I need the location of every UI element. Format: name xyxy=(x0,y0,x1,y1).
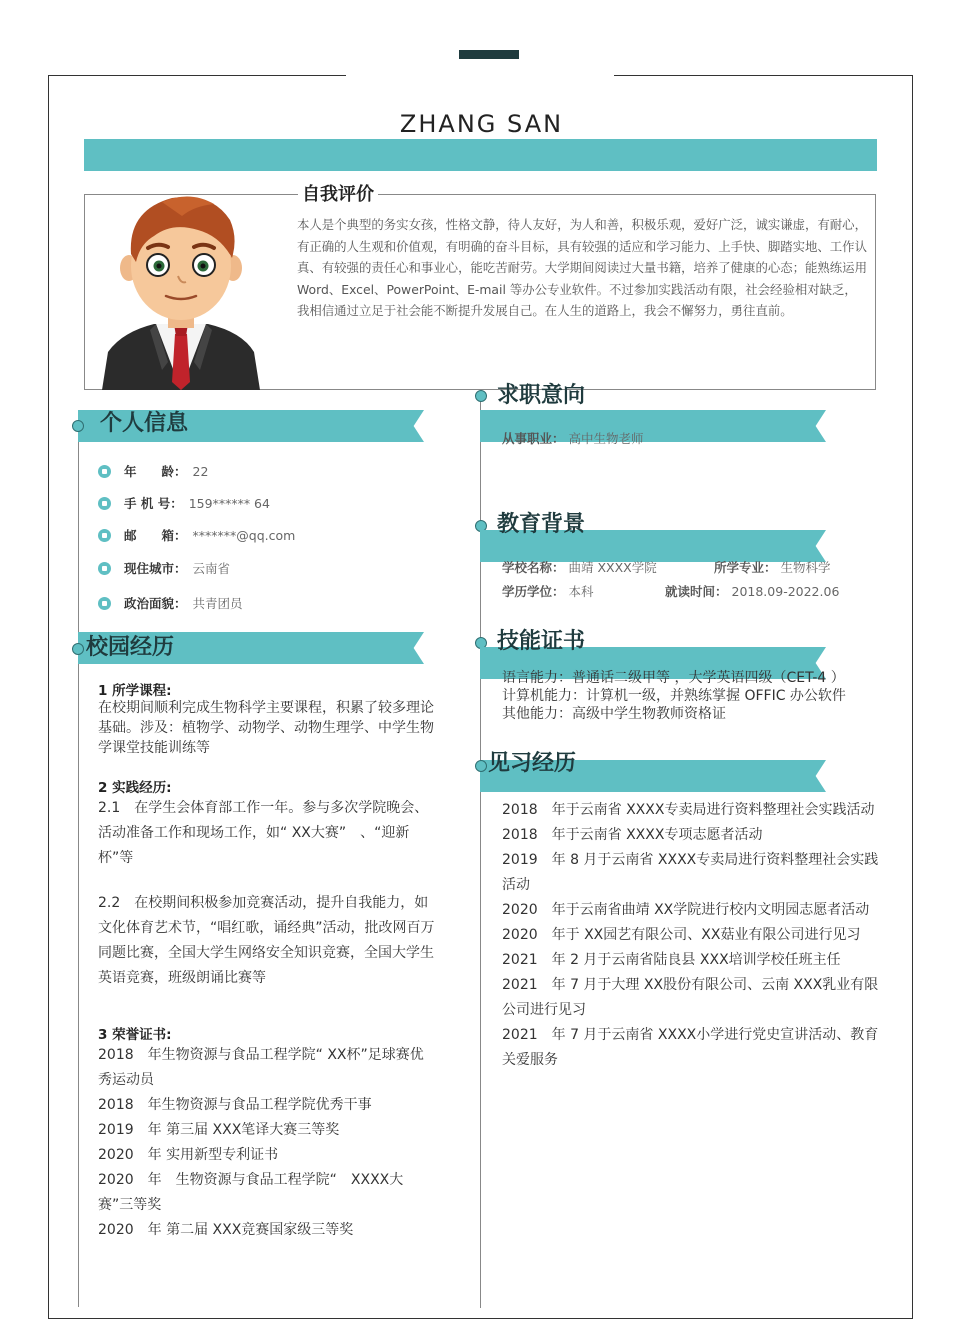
job-row xyxy=(502,429,644,447)
top-tab-decoration xyxy=(459,50,519,59)
edu-major-label: 所学专业： xyxy=(714,560,777,575)
list-item: 2020 年于云南省曲靖 XX学院进行校内文明园志愿者活动 xyxy=(502,902,870,918)
skills-section-title: 技能证书 xyxy=(497,629,586,654)
edu-degree-label: 学历学位： xyxy=(502,584,565,599)
personal-section-title: 个人信息 xyxy=(100,411,189,436)
list-item: 2018 年生物资源与食品工程学院优秀干事 xyxy=(98,1097,372,1113)
edu-section-title: 教育背景 xyxy=(497,512,586,537)
list-item: 其他能力：高级中学生物教师资格证 xyxy=(502,706,726,722)
self-eval-text: 本人是个典型的务实女孩，性格文静，待人友好，为人和善，积极乐观，爱好广泛，诚实谦虚，有耐心，有正确的人生观和价值观，有明确的奋斗目标，具有较强的适应和学习能力、上手快、脚踏实地、工作认真、有较强的责任心和事业心，能吃苦耐劳。大学期间阅读过大量书籍，培养了健康的心态；能熟练运用 Word、Excel、PowerPoint、E-mail 等办公专业软件。不过参加实践活动有限，社会经验相对缺乏，我相信通过立足于社会能不断提升发展自己。在人生的道路上，我会不懈努力，勇往直前。 xyxy=(297,217,867,318)
info-row-phone xyxy=(98,494,270,512)
location-icon xyxy=(98,562,111,575)
frame-top-right xyxy=(614,75,913,76)
phone-icon xyxy=(98,497,111,510)
intern-list xyxy=(502,798,884,1073)
skills-list xyxy=(502,669,872,723)
frame-right xyxy=(912,75,913,1319)
frame-left xyxy=(48,75,49,1319)
practice-title: 2 实践经历: xyxy=(98,780,172,796)
info-value: 159****** 64 xyxy=(188,495,270,511)
list-item: 2018 年于云南省 XXXX专卖局进行资料整理社会实践活动 xyxy=(502,802,875,818)
campus-section-dot xyxy=(72,643,84,655)
info-row-email xyxy=(98,526,295,544)
avatar xyxy=(102,192,260,390)
frame-bottom xyxy=(48,1318,913,1319)
list-item: 2019 年 第三届 XXX笔译大赛三等奖 xyxy=(98,1122,340,1138)
edu-time-label: 就读时间： xyxy=(665,584,728,599)
practice-item-1: 2.1 在学生会体育部工作一年。参与多次学院晚会、活动准备工作和现场工作，如“ XX大赛” 、“迎新杯”等 xyxy=(98,800,429,866)
list-item: 2020 年 实用新型专利证书 xyxy=(98,1147,279,1163)
job-value: 高中生物老师 xyxy=(568,431,644,446)
practice-item-2: 2.2 在校期间积极参加竞赛活动，提升自我能力，如文化体育艺术节，“唱红歌，诵经典”活动，批改网百万同题比赛，全国大学生网络安全知识竞赛，全国大学生英语竞赛，班级朗诵比赛等 xyxy=(98,895,435,986)
list-item: 2020 年于 XX园艺有限公司、XX菇业有限公司进行见习 xyxy=(502,927,861,943)
info-value: 云南省 xyxy=(192,561,231,576)
info-label: 现住城市： xyxy=(124,561,187,576)
campus-section-title: 校园经历 xyxy=(86,635,175,660)
course-text: 在校期间顺利完成生物科学主要课程，积累了较多理论基础。涉及：植物学、动物学、动物生理学、中学生物学课堂技能训练等 xyxy=(98,700,434,756)
list-item: 2021 年 7 月于大理 XX股份有限公司、云南 XXX乳业有限公司进行见习 xyxy=(502,977,879,1018)
edu-major-value: 生物科学 xyxy=(780,560,831,575)
job-section-dot xyxy=(475,390,487,402)
intern-section-dot xyxy=(475,760,487,772)
honor-title: 3 荣誉证书: xyxy=(98,1027,172,1043)
edu-degree-value: 本科 xyxy=(568,584,594,599)
intern-section-title: 见习经历 xyxy=(488,751,577,776)
info-row-politics xyxy=(98,594,243,612)
job-label: 从事职业： xyxy=(502,431,565,446)
info-row-age xyxy=(98,462,208,480)
job-section-title: 求职意向 xyxy=(497,383,586,408)
list-item: 2018 年生物资源与食品工程学院“ XX杯”足球赛优秀运动员 xyxy=(98,1047,424,1088)
politics-icon xyxy=(98,597,111,610)
honor-list xyxy=(98,1043,436,1243)
edu-school-value: 曲靖 XXXX学院 xyxy=(568,560,657,575)
info-value: 共青团员 xyxy=(192,596,243,611)
info-label: 邮 箱： xyxy=(124,528,187,543)
personal-section-dot xyxy=(72,420,84,432)
left-column-line xyxy=(78,412,79,1307)
list-item: 2021 年 7 月于云南省 XXXX小学进行党史宣讲活动、教育关爱服务 xyxy=(502,1027,879,1068)
info-value: *******@qq.com xyxy=(192,527,296,543)
list-item: 2019 年 8 月于云南省 XXXX专卖局进行资料整理社会实践活动 xyxy=(502,852,879,893)
info-label: 政治面貌： xyxy=(124,596,187,611)
list-item: 2020 年 生物资源与食品工程学院“ XXXX大赛”三等奖 xyxy=(98,1172,404,1213)
self-eval-title: 自我评价 xyxy=(298,180,378,206)
list-item: 语言能力：普通话二级甲等 ，大学英语四级（CET-4 ） xyxy=(502,670,845,686)
calendar-icon xyxy=(98,465,111,478)
course-title: 1 所学课程: xyxy=(98,683,172,699)
list-item: 2020 年 第二届 XXX竞赛国家级三等奖 xyxy=(98,1222,354,1238)
info-label: 年 龄： xyxy=(124,464,187,479)
edu-time-row xyxy=(665,582,839,600)
mail-icon xyxy=(98,529,111,542)
name-accent-bar xyxy=(84,139,877,171)
edu-degree-row xyxy=(502,582,594,600)
frame-top-left xyxy=(48,75,346,76)
edu-school-row xyxy=(502,558,657,576)
list-item: 计算机能力：计算机一级，并熟练掌握 OFFIC 办公软件 xyxy=(502,688,846,704)
edu-school-label: 学校名称： xyxy=(502,560,565,575)
info-row-city xyxy=(98,559,230,577)
list-item: 2018 年于云南省 XXXX专项志愿者活动 xyxy=(502,827,763,843)
edu-time-value: 2018.09-2022.06 xyxy=(731,584,840,599)
info-label: 手 机 号： xyxy=(124,496,183,511)
info-value: 22 xyxy=(192,463,209,479)
list-item: 2021 年 2 月于云南省陆良县 XXX培训学校任班主任 xyxy=(502,952,841,968)
resume-name: ZHANG SAN xyxy=(399,110,564,138)
edu-major-row xyxy=(714,558,831,576)
